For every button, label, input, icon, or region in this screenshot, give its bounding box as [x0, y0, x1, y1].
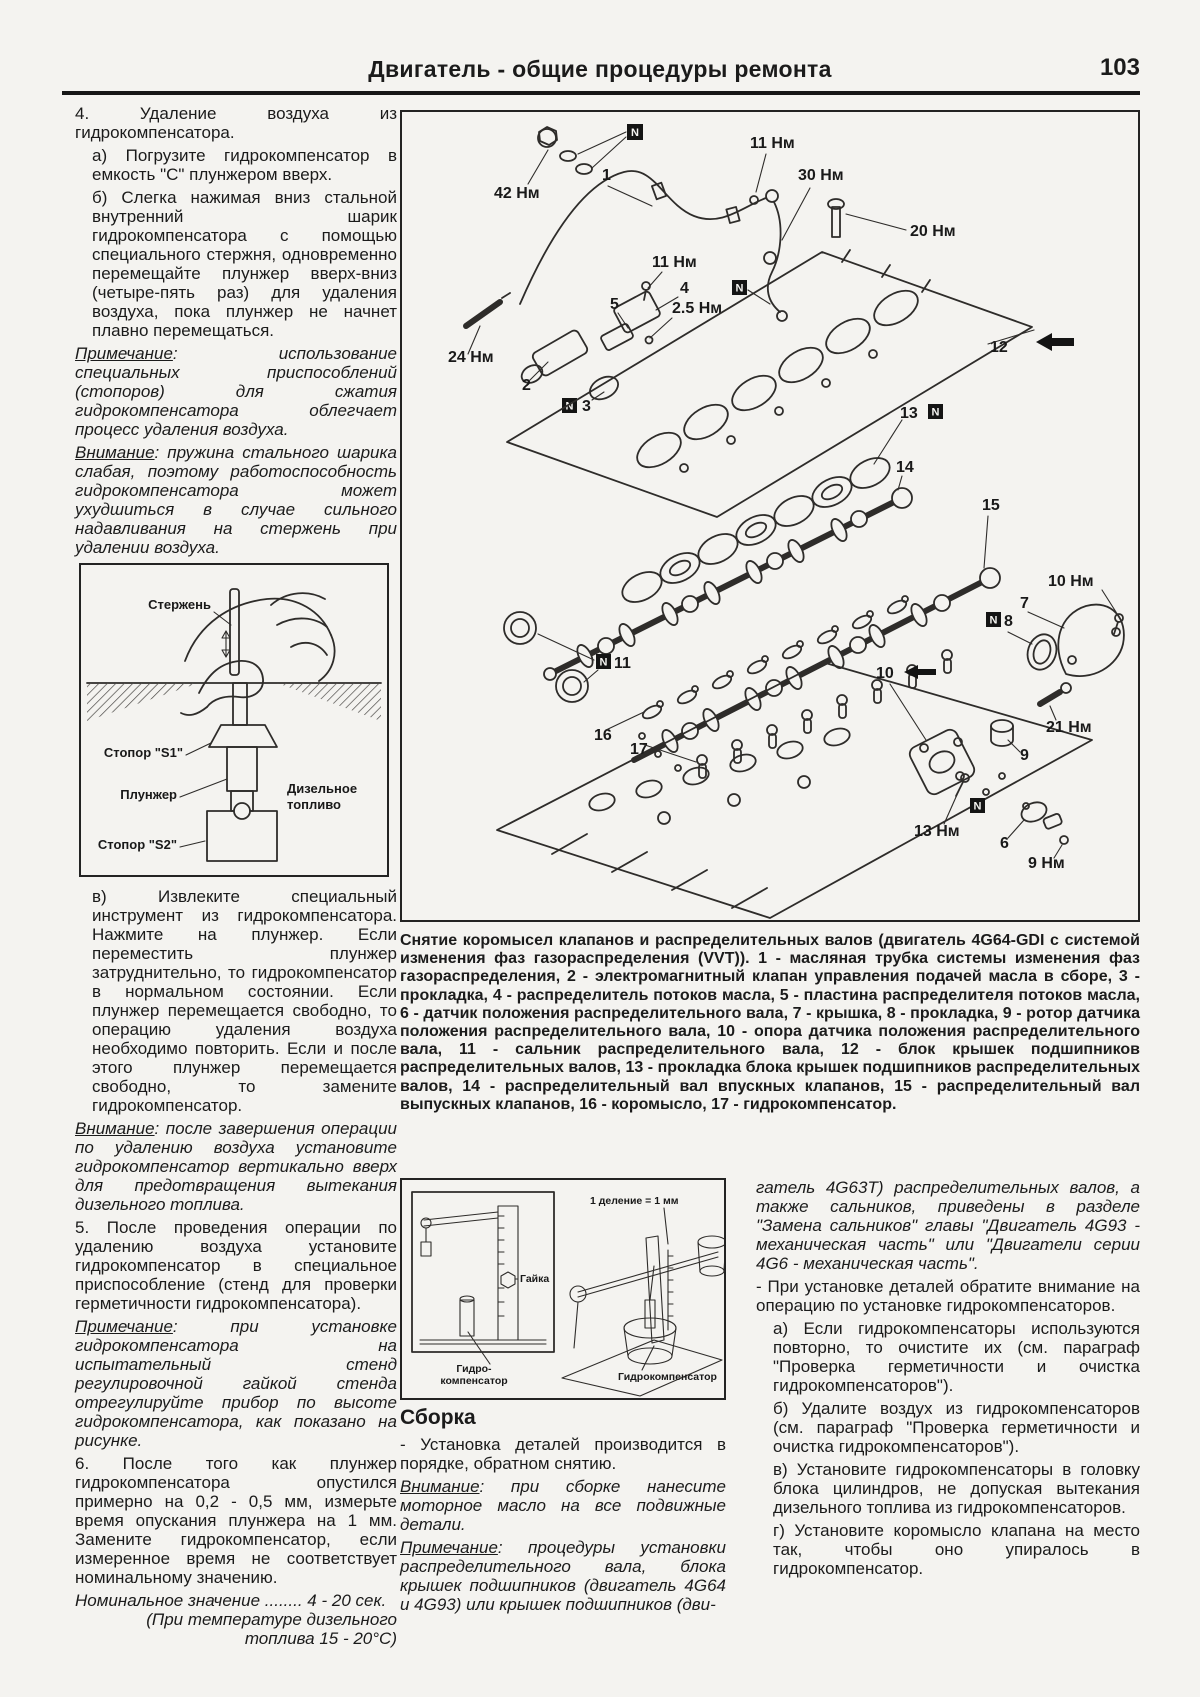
svg-text:N: N: [565, 400, 574, 413]
part-number: 17: [630, 741, 648, 758]
camshaft-exploded-diagram: [400, 110, 1140, 922]
part-number: 13: [900, 405, 918, 422]
svg-text:N: N: [599, 656, 608, 669]
part-number: 3: [582, 398, 591, 415]
svg-text:N: N: [931, 406, 940, 419]
install-intro: - При установке деталей обратите внимание на операцию по установке гидрокомпенсаторов.: [756, 1277, 1140, 1315]
part-number: 14: [896, 459, 914, 476]
nut-label: Гайка: [520, 1273, 550, 1285]
note-label: Примечание: [75, 1317, 173, 1336]
adjuster-small-label-1: Гидро-: [456, 1363, 492, 1375]
lash-adjuster-drawing: [207, 683, 277, 861]
torque-label: 10 Нм: [1048, 573, 1094, 590]
header-rule: [62, 91, 1140, 95]
spec-line: Номинальное значение ........ 4 - 20 сек.: [75, 1591, 387, 1610]
svg-text:N: N: [989, 614, 998, 627]
note-continuation: гатель 4G63T) распределительных валов, а также сальников, приведены в разделе "Замена сальников" главы "Двигатель 4G93 - механическая часть" или "Двигатели серии 4G6 - механическая часть".: [756, 1178, 1140, 1273]
union-bolt-drawing: [538, 127, 592, 174]
bleeding-figure: [79, 563, 389, 877]
assembly-heading: Сборка: [400, 1406, 476, 1429]
oil-mark-icon: [732, 280, 747, 295]
oil-mark-icon: [970, 798, 985, 813]
part-number: 6: [1000, 835, 1009, 852]
cylinder-head-drawing: [497, 662, 1092, 918]
right-column: [756, 1178, 1140, 1582]
oil-seal-drawing: [504, 612, 588, 702]
rod-label: Стержень: [148, 597, 211, 612]
torque-label: 11 Нм: [652, 254, 697, 271]
svg-text:N: N: [735, 282, 744, 295]
bolt-drawing: [828, 199, 844, 237]
fluid-shade-left: [87, 683, 199, 721]
torque-label: 11 Нм: [750, 135, 795, 152]
part-number: 15: [982, 497, 1000, 514]
page-number: 103: [1099, 54, 1140, 81]
warning-text: : при сборке нанесите моторное масло на все подвижные детали.: [400, 1477, 726, 1534]
solenoid-valve-drawing: [518, 329, 621, 404]
install-step-v: в) Установите гидрокомпенсаторы в головку блока цилиндров, не допуская вытекания дизельного топлива из гидрокомпенсаторов.: [773, 1460, 1140, 1517]
step-5: 5. После проведения операции по удалению воздуха установите гидрокомпенсатор в специальное приспособление (стенд для проверки герметичности гидрокомпенсатора).: [75, 1218, 397, 1313]
oil-mark-icon: [928, 404, 943, 419]
note-paragraph: [400, 1538, 726, 1614]
torque-label: 2.5 Нм: [672, 300, 723, 317]
cover-drawing: [1023, 605, 1124, 677]
warning-text: : после завершения операции по удалению воздуха установите гидрокомпенсатор вертикально вверх для предотвращения вытекания дизельного топлива.: [75, 1119, 397, 1214]
part-number: 4: [680, 280, 689, 297]
spec-line: (При температуре дизельного: [146, 1610, 397, 1629]
step-4a: а) Погрузите гидрокомпенсатор в емкость "С" плунжером вверх.: [92, 146, 397, 184]
note-label: Примечание: [75, 344, 173, 363]
oil-distributor-drawing: [600, 282, 661, 351]
nominal-value-spec: [75, 1591, 397, 1648]
step-4b: б) Слегка нажимая вниз стальной внутренний шарик гидрокомпенсатора с помощью специального стержня, одновременно перемещайте плунжер вверх-вниз (четыре-пять раз) для удаления воздуха, пока плунжер не начнет плавно перемещаться.: [92, 188, 397, 340]
part-number: 11: [614, 655, 631, 672]
torque-label: 24 Нм: [448, 349, 494, 366]
note-paragraph: [75, 344, 397, 439]
note-text: : при установке гидрокомпенсатора на испытательный стенд регулировочной гайкой стенда отрегулируйте прибор по высоте гидрокомпенсатора, как показано на рисунке.: [75, 1317, 397, 1450]
sensor-support-drawing: [907, 727, 977, 797]
part-number: 16: [594, 727, 612, 744]
part-number: 12: [990, 339, 1008, 356]
step-4: 4. Удаление воздуха из гидрокомпенсатора.: [75, 104, 397, 142]
torque-label: 42 Нм: [494, 185, 540, 202]
svg-text:N: N: [631, 127, 639, 139]
step-6: 6. После того как плунжер гидрокомпенсатора опустился примерно на 0,2 - 0,5 мм, измерьте время опускания плунжера на 1 мм. Замените гидрокомпенсатор, если измеренное время не соответствует номинальному значению.: [75, 1454, 397, 1587]
stopper-s1-label: Стопор "S1": [103, 745, 183, 760]
part-number: 5: [610, 296, 619, 313]
plunger-label: Плунжер: [120, 787, 177, 802]
assembly-section: [400, 1408, 726, 1618]
install-step-b: б) Удалите воздух из гидрокомпенсаторов (см. параграф "Проверка герметичности и очистка гидрокомпенсаторов").: [773, 1399, 1140, 1456]
stopper-s2-label: Стопор "S2": [97, 837, 177, 852]
adjuster-label: Гидрокомпенсатор: [618, 1371, 717, 1383]
torque-label: 13 Нм: [914, 823, 960, 840]
svg-text:N: N: [973, 800, 982, 813]
part-number: 8: [1004, 613, 1013, 630]
part-number: 7: [1020, 595, 1029, 612]
press-direction-arrow-icon: [1036, 333, 1074, 351]
spec-line: топлива 15 - 20°C): [244, 1629, 397, 1648]
torque-label: 21 Нм: [1046, 719, 1092, 736]
oil-mark-icon: [596, 654, 611, 669]
part-number: 2: [522, 377, 531, 394]
warning-paragraph: [400, 1477, 726, 1534]
step-4v: в) Извлеките специальный инструмент из гидрокомпенсатора. Нажмите на плунжер. Если переместить плунжер затруднительно, то гидрокомпенсатор в нормальном состоянии. Если плунжер перемещается свободно, то операцию удаления воздуха необходимо повторить. Если и после этого плунжер перемещается свободно, то замените гидрокомпенсатор.: [92, 887, 397, 1115]
page-title: Двигатель - общие процедуры ремонта: [368, 56, 832, 82]
warning-text: : пружина стального шарика слабая, поэтому работоспособность гидрокомпенсатора может ухудшиться в случае сильного надавливания на стержень при удалении воздуха.: [75, 443, 397, 557]
note-text: : использование специальных приспособлений (стопоров) для сжатия гидрокомпенсатора облегчает процесс удаления воздуха.: [75, 344, 397, 439]
camshaft-sensor-drawing: [1019, 799, 1063, 830]
note-text: : процедуры установки распределительного вала, блока крышек подшипников (двигатель 4G64 и 4G93) или крышек подшипников (дви-: [400, 1538, 726, 1614]
oil-pipe-drawing: [520, 171, 787, 321]
diesel-label-2: топливо: [287, 797, 341, 812]
diesel-label-1: Дизельное: [287, 781, 358, 796]
note-label: Примечание: [400, 1538, 498, 1557]
install-step-g: г) Установите коромысло клапана на место так, чтобы оно упиралось в гидрокомпенсатор.: [773, 1521, 1140, 1578]
install-step-a: а) Если гидрокомпенсаторы используются повторно, то очистите их (см. параграф "Проверка герметичности и очистка гидрокомпенсаторов").: [773, 1319, 1140, 1395]
bolt-drawing: [1040, 683, 1071, 704]
part-number: 10: [876, 665, 894, 682]
torque-label: 30 Нм: [798, 167, 844, 184]
warning-label: Внимание: [75, 1119, 155, 1138]
warning-label: Внимание: [75, 443, 155, 462]
bearing-cap-block-drawing: [507, 250, 1032, 517]
torque-label: 20 Нм: [910, 223, 956, 240]
test-stand-figure: [400, 1178, 726, 1400]
cap-gasket-drawing: [617, 452, 894, 608]
part-number: 9: [1020, 747, 1029, 764]
oil-mark-icon: [627, 124, 643, 140]
part-number: 1: [602, 167, 611, 184]
left-column: [75, 104, 397, 1652]
exploded-view-drawing: [402, 112, 1138, 920]
oil-mark-icon: [986, 612, 1001, 627]
stud-drawing: [466, 293, 510, 326]
figure-caption: Снятие коромысел клапанов и распределительных валов (двигатель 4G64-GDI с системой изменения фаз газораспределения (VVT)). 1 - масляная трубка системы изменения фаз газораспределения, 2 - электромагнитный клапан управления подачей масла в сборе, 3 - прокладка, 4 - распределитель потоков масла, 5 - пластина распределителя потоков масла, 6 - датчик положения распределительного вала, 7 - крышка, 8 - прокладка, 9 - ротор датчика положения распределительного вала, 10 - опора датчика положения распределительного вала, 11 - сальник распределительного вала, 12 - блок крышек подшипников распределительных валов, 13 - прокладка блока крышек подшипников распределительных валов, 14 - распределительный вал впускных клапанов, 15 - распределительный вал выпускных клапанов, 16 - коромысло, 17 - гидрокомпенсатор.: [400, 932, 1140, 1113]
note-paragraph: [75, 1317, 397, 1450]
assembly-step: - Установка деталей производится в порядке, обратном снятию.: [400, 1435, 726, 1473]
scale-division-label: 1 деление = 1 мм: [590, 1195, 679, 1207]
warning-paragraph: [75, 1119, 397, 1214]
warning-paragraph: [75, 443, 397, 557]
fluid-shade-right: [277, 683, 381, 721]
bleeding-figure-drawing: [81, 565, 387, 875]
torque-label: 9 Нм: [1028, 855, 1065, 872]
warning-label: Внимание: [400, 1477, 480, 1496]
adjuster-small-label-2: компенсатор: [440, 1375, 508, 1387]
test-stand-drawing: [402, 1180, 724, 1398]
